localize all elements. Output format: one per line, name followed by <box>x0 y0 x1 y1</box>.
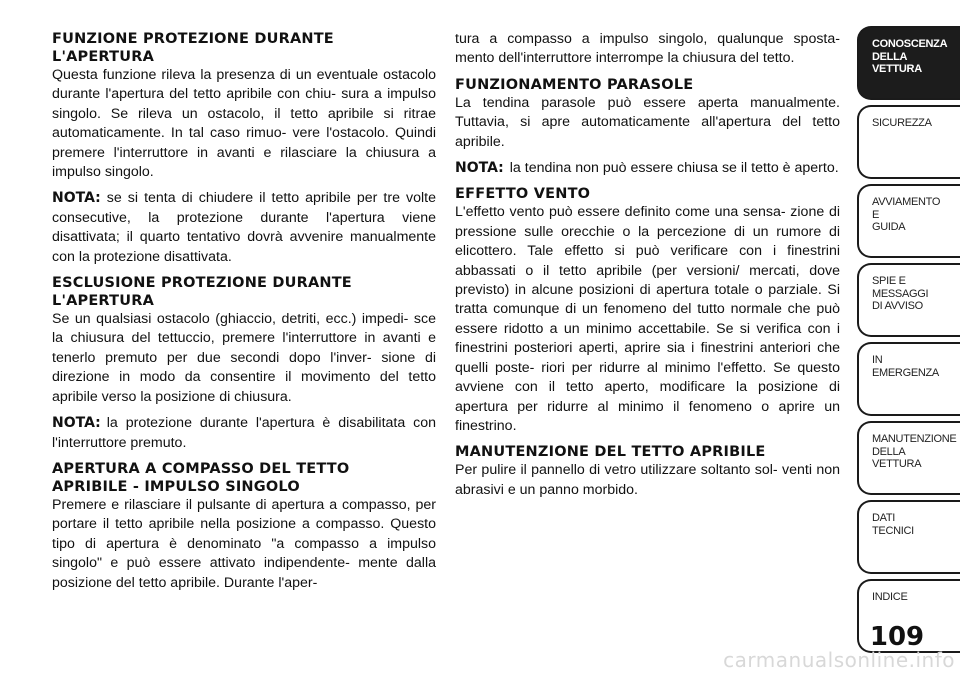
note-label: NOTA: <box>52 190 101 207</box>
note-label: NOTA: <box>455 160 504 177</box>
heading-esclusione-protezione: ESCLUSIONE PROTEZIONE DURANTE L'APERTURA <box>52 275 352 310</box>
paragraph: Se un qualsiasi ostacolo (ghiaccio, detriti, ecc.) impedi- sce la chiusura del tettuccio, premere l'interruttore in avanti e tenerlo premuto per due secondi dopo l'inver- sione di direzione in modo da consentire il movimento del tetto apribile verso la posizione di chiusura. <box>52 311 436 405</box>
note-label: NOTA: <box>52 415 101 432</box>
tab-manutenzione-vettura[interactable]: MANUTENZIONE DELLA VETTURA <box>857 421 960 495</box>
paragraph: Per pulire il pannello di vetro utilizzare soltanto sol- venti non abrasivi e un panno morbido. <box>455 462 840 498</box>
paragraph: Questa funzione rileva la presenza di un eventuale ostacolo durante l'apertura del tetto apribile con chiu- sura a impulso singolo. Se rileva un ostacolo, il tetto apribile si ritrae automaticamente. In tal caso rimuo- vere l'ostacolo. Quindi premere l'interruttore in avanti e rilasciare la chiusura a impulso singolo. <box>52 67 436 181</box>
heading-apertura-compasso: APERTURA A COMPASSO DEL TETTO APRIBILE - IMPULSO SINGOLO <box>52 460 350 495</box>
tab-emergenza[interactable]: IN EMERGENZA <box>857 342 960 416</box>
heading-protezione-apertura: FUNZIONE PROTEZIONE DURANTE L'APERTURA <box>52 31 334 65</box>
watermark: carmanualsonline.info <box>723 648 955 672</box>
note <box>52 189 436 267</box>
tab-dati-tecnici[interactable]: DATI TECNICI <box>857 500 960 574</box>
paragraph: Premere e rilasciare il pulsante di apertura a compasso, per portare il tetto apribile nella posizione a compasso. Questo tipo di apertura è denominato "a compasso a impulso singolo" e può essere attivato indipendente- mente dalla posizione del tetto apribile. Durante l'aper- <box>52 496 436 591</box>
page-number: 109 <box>869 622 925 652</box>
left-column <box>52 30 436 600</box>
tab-avviamento-guida[interactable]: AVVIAMENTO E GUIDA <box>857 184 960 258</box>
paragraph: L'effetto vento può essere definito come una sensa- zione di pressione sulle orecchie o la percezione di un rumore di elicottero. Tale effetto si può verificare con i finestrini abbassati o il tetto apribile (per versioni/ mercati, dove previsto) in alcune posizioni di apertura totale o parziale. Si tratta comunque di un fenomeno del tutto normale che può essere ridotto a un minimo accettabile. Se si verifica con i finestrini posteriori aperti, aprire sia i finestrini anteriori che quelli poste- riori per ridurre al minimo l'effetto. Se questo avviene con il tetto aperto, modificare la posizione di apertura per ridurre al minimo il fenomeno o aprire un finestrino. <box>455 204 840 434</box>
note <box>52 414 436 453</box>
note <box>455 159 840 178</box>
section-tabs <box>857 26 960 658</box>
heading-effetto-vento: EFFETTO VENTO <box>455 186 591 203</box>
heading-manutenzione-tetto: MANUTENZIONE DEL TETTO APRIBILE <box>455 444 766 461</box>
tab-sicurezza[interactable]: SICUREZZA <box>857 105 960 179</box>
note-text: la protezione durante l'apertura è disabilitata con l'interruttore premuto. <box>52 415 436 451</box>
paragraph: La tendina parasole può essere aperta manualmente. Tuttavia, si apre automaticamente all'apertura del tetto apribile. <box>455 94 840 150</box>
note-text: la tendina non può essere chiusa se il tetto è aperto. <box>509 160 839 177</box>
tab-conoscenza-vettura[interactable]: CONOSCENZA DELLA VETTURA <box>857 26 960 100</box>
paragraph: tura a compasso a impulso singolo, qualunque sposta- mento dell'interruttore interrompe la chiusura del tetto. <box>455 31 840 67</box>
tab-indice[interactable]: INDICE <box>857 579 960 653</box>
right-column <box>455 30 840 507</box>
heading-funzionamento-parasole: FUNZIONAMENTO PARASOLE <box>455 76 694 93</box>
tab-spie-messaggi[interactable]: SPIE E MESSAGGI DI AVVISO <box>857 263 960 337</box>
note-text: se si tenta di chiudere il tetto apribile per tre volte consecutive, la protezione durante l'apertura viene disattivata; il quarto tentativo dovrà avvenire manualmente con la protezione disattivata. <box>52 190 436 265</box>
